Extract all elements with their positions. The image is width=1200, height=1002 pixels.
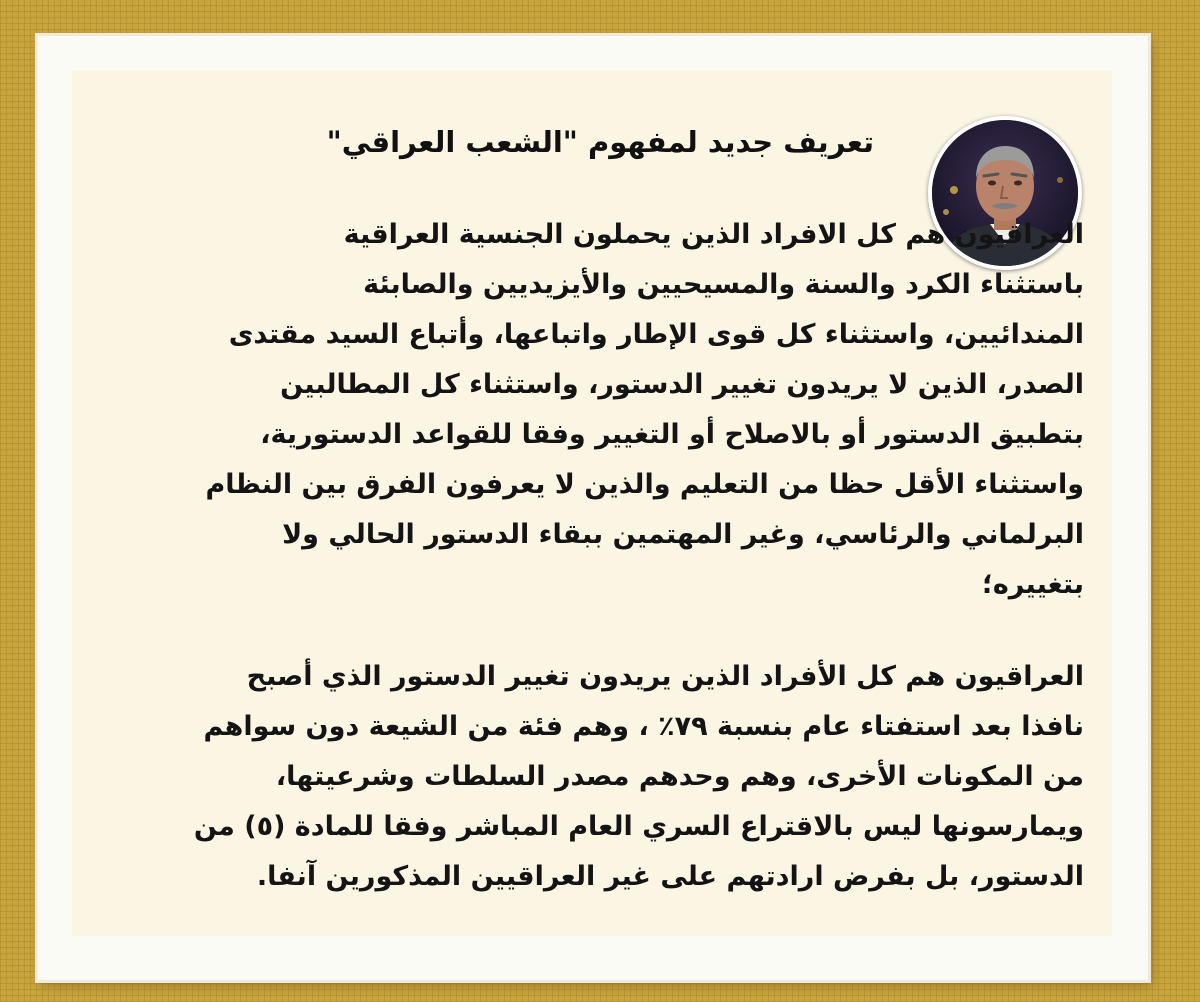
post-card: [72, 70, 1112, 936]
photo-frame: [38, 36, 1148, 980]
paragraph-2: العراقيون هم كل الأفراد الذين يريدون تغيير الدستور الذي أصبح نافذا بعد استفتاء عام بنسبة ٧٩٪ ، وهم فئة من الشيعة دون سواهم من المكونات الأخرى، وهم وحدهم مصدر السلطات وشرعيتها، ويمارسونها ليس بالاقتراع السري العام المباشر وفقا للمادة (٥) من الدستور، بل بفرض ارادتهم على غير العراقيين المذكورين آنفا.: [193, 661, 1084, 892]
post-body: [124, 210, 1084, 902]
paragraph-1: العراقيون هم كل الافراد الذين يحملون الجنسية العراقية باستثناء الكرد والسنة والمسيحيين والأيزيديين والصابئة المندائيين، واستثناء كل قوى الإطار واتباعها، وأتباع السيد مقتدى الصدر، الذين لا يريدون تغيير الدستور، واستثناء كل المطالبين بتطبيق الدستور أو بالاصلاح أو التغيير وفقا للقواعد الدستورية، واستثناء الأقل حظا من التعليم والذين لا يعرفون الفرق بين النظام البرلماني والرئاسي، وغير المهتمين ببقاء الدستور الحالي ولا بتغييره؛: [205, 219, 1084, 600]
post-title: تعريف جديد لمفهوم "الشعب العراقي": [326, 125, 874, 159]
